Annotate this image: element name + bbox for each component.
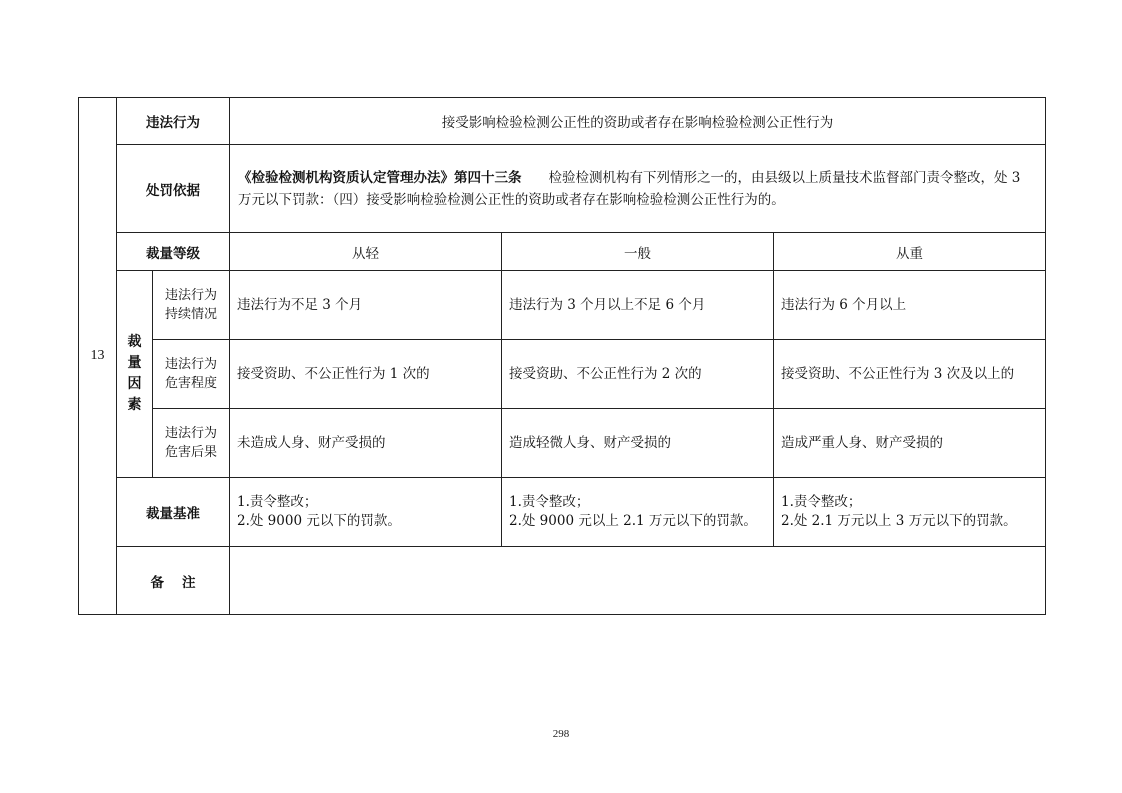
penalty-discretion-table [78, 97, 1046, 615]
factor-harm-degree-lenient: 接受资助、不公正性行为 1 次的 [230, 340, 502, 409]
discretion-standard-row [79, 478, 1046, 547]
level-general: 一般 [502, 233, 774, 271]
discretion-level-row [79, 233, 1046, 271]
page-number: 298 [552, 728, 570, 740]
item-number: 13 [79, 98, 117, 615]
factor-duration-severe: 违法行为 6 个月以上 [774, 271, 1046, 340]
standard-lenient: 1.责令整改； 2.处 9000 元以下的罚款。 [230, 478, 502, 547]
factor-harm-consequence-general: 造成轻微人身、财产受损的 [502, 409, 774, 478]
penalty-basis-label: 处罚依据 [117, 145, 230, 233]
remarks-row [79, 547, 1046, 615]
discretion-standard-label: 裁量基准 [117, 478, 230, 547]
factor-harm-degree-severe: 接受资助、不公正性行为 3 次及以上的 [774, 340, 1046, 409]
factor-harm-degree-label: 违法行为 危害程度 [153, 340, 230, 409]
factor-row-harm-degree [79, 340, 1046, 409]
violation-row [79, 98, 1046, 145]
factor-row-harm-consequence [79, 409, 1046, 478]
remarks-value [230, 547, 1046, 615]
penalty-basis-value [230, 145, 1046, 233]
law-reference: 《检验检测机构资质认定管理办法》第四十三条 [238, 169, 522, 186]
standard-general: 1.责令整改； 2.处 9000 元以上 2.1 万元以下的罚款。 [502, 478, 774, 547]
factor-duration-label: 违法行为 持续情况 [153, 271, 230, 340]
factor-harm-consequence-severe: 造成严重人身、财产受损的 [774, 409, 1046, 478]
factor-duration-general: 违法行为 3 个月以上不足 6 个月 [502, 271, 774, 340]
discretion-level-label: 裁量等级 [117, 233, 230, 271]
factor-harm-consequence-label: 违法行为 危害后果 [153, 409, 230, 478]
remarks-label: 备注 [117, 547, 230, 615]
factor-harm-degree-general: 接受资助、不公正性行为 2 次的 [502, 340, 774, 409]
discretion-factors-label: 裁 量 因 素 [117, 271, 153, 478]
violation-value: 接受影响检验检测公正性的资助或者存在影响检验检测公正性行为 [230, 98, 1046, 145]
penalty-basis-text: 检验检测机构有下列情形之一的，由县级以上质量技术监督部门责令整改，处 3 万元以下罚款：（四）接受影响检验检测公正性的资助或者存在影响检验检测公正性行为的。 [238, 169, 1021, 208]
level-lenient: 从轻 [230, 233, 502, 271]
standard-severe: 1.责令整改； 2.处 2.1 万元以上 3 万元以下的罚款。 [774, 478, 1046, 547]
level-severe: 从重 [774, 233, 1046, 271]
factor-harm-consequence-lenient: 未造成人身、财产受损的 [230, 409, 502, 478]
penalty-basis-row [79, 145, 1046, 233]
factor-duration-lenient: 违法行为不足 3 个月 [230, 271, 502, 340]
factor-row-duration [79, 271, 1046, 340]
violation-label: 违法行为 [117, 98, 230, 145]
